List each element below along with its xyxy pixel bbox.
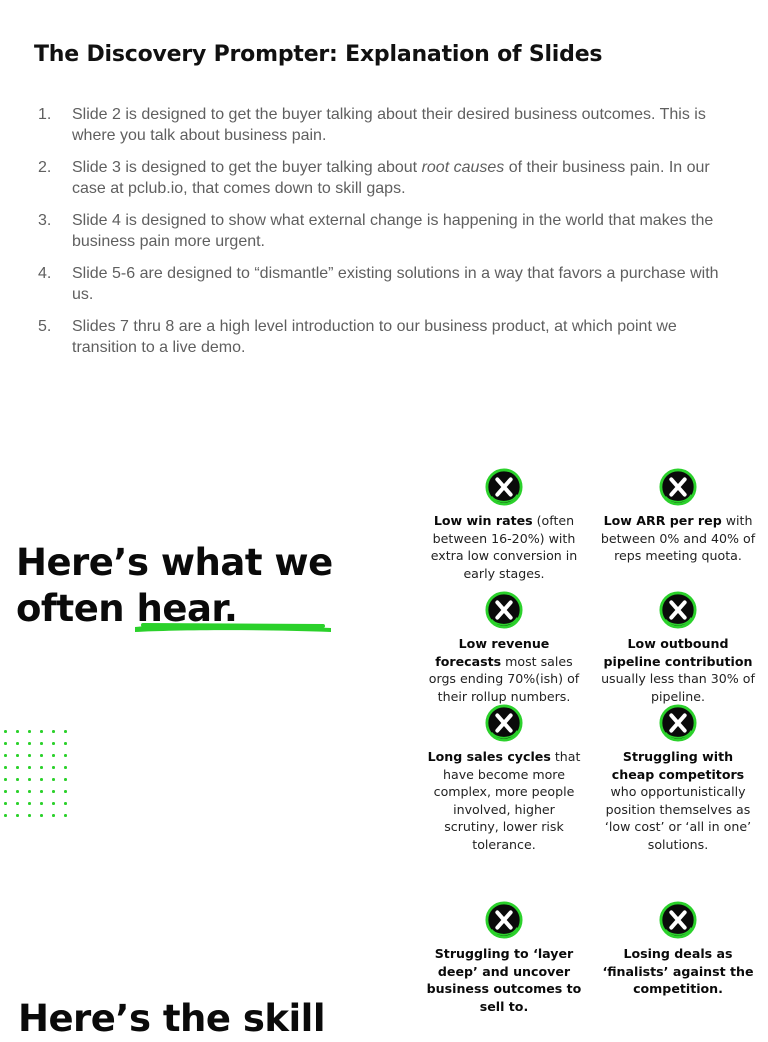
dot: [28, 814, 31, 817]
list-item-text: Slide 5-6 are designed to “dismantle” existing solutions in a way that favors a purchase with us.: [72, 265, 719, 303]
x-circle-icon: [485, 704, 523, 742]
x-circle-icon: [659, 468, 697, 506]
pain-point-card: [426, 704, 582, 854]
slides-explanation-list: [38, 104, 738, 369]
dot: [52, 730, 55, 733]
dot: [52, 790, 55, 793]
pain-point-text: Low outbound pipeline contribution usually less than 30% of pipeline.: [601, 636, 755, 704]
pain-point-card: [600, 704, 756, 854]
dot: [52, 754, 55, 757]
dot: [40, 754, 43, 757]
dot: [40, 778, 43, 781]
dot: [64, 790, 67, 793]
dot: [4, 742, 7, 745]
dot: [4, 802, 7, 805]
pain-point-text: Struggling with cheap competitors who opportunistically position themselves as ‘low cost’ or ‘all in one’ solutions.: [604, 749, 752, 852]
list-item-text: Slide 3 is designed to get the buyer talking about root causes of their business pain. In our case at pclub.io, that comes down to skill gaps.: [72, 159, 710, 197]
dot: [16, 742, 19, 745]
slide-headline: [16, 540, 333, 632]
dot: [28, 802, 31, 805]
dot: [4, 730, 7, 733]
dot: [64, 742, 67, 745]
list-item-number: 2.: [38, 159, 52, 176]
dot: [64, 814, 67, 817]
document-title: The Discovery Prompter: Explanation of Slides: [34, 42, 603, 67]
dot: [28, 742, 31, 745]
dot: [52, 742, 55, 745]
dot: [40, 790, 43, 793]
headline-highlight: hear.: [136, 587, 238, 630]
dot: [4, 766, 7, 769]
dot: [64, 766, 67, 769]
decorative-dot-grid: [4, 730, 76, 826]
x-circle-icon: [485, 901, 523, 939]
dot: [28, 790, 31, 793]
dot: [16, 790, 19, 793]
dot: [40, 742, 43, 745]
pain-point-card: [426, 591, 582, 705]
dot: [40, 730, 43, 733]
dot: [52, 814, 55, 817]
dot: [40, 766, 43, 769]
headline-line-2-pre: often: [16, 587, 137, 630]
pain-point-text: Long sales cycles that have become more complex, more people involved, higher scrutiny, lower risk tolerance.: [427, 749, 581, 852]
dot: [52, 766, 55, 769]
dot: [4, 778, 7, 781]
pain-point-card: [426, 468, 582, 582]
list-item: [38, 316, 738, 358]
list-item: [38, 157, 738, 199]
dot: [52, 802, 55, 805]
dot: [4, 790, 7, 793]
list-item-text: Slide 2 is designed to get the buyer talking about their desired business outcomes. This is where you talk about business pain.: [72, 106, 706, 144]
list-item: [38, 210, 738, 252]
pain-point-card: [600, 901, 756, 998]
dot: [64, 778, 67, 781]
pain-point-card: [426, 901, 582, 1015]
list-item-number: 4.: [38, 265, 52, 282]
pain-point-text: Low revenue forecasts most sales orgs ending 70%(ish) of their rollup numbers.: [428, 636, 580, 704]
pain-point-text: Struggling to ‘layer deep’ and uncover business outcomes to sell to.: [426, 946, 582, 1014]
dot: [28, 754, 31, 757]
dot: [28, 766, 31, 769]
dot: [40, 814, 43, 817]
x-circle-icon: [659, 901, 697, 939]
next-slide-headline: Here’s the skill: [18, 997, 326, 1040]
dot: [4, 814, 7, 817]
x-circle-icon: [485, 468, 523, 506]
pain-point-text: Low win rates (often between 16-20%) with extra low conversion in early stages.: [430, 513, 578, 581]
list-item: [38, 263, 738, 305]
list-item-text: Slides 7 thru 8 are a high level introduction to our business product, at which point we transition to a live demo.: [72, 318, 677, 356]
headline-line-1: Here’s what we: [16, 541, 333, 584]
list-item: [38, 104, 738, 146]
pain-point-card: [600, 468, 756, 565]
x-circle-icon: [485, 591, 523, 629]
dot: [52, 778, 55, 781]
dot: [16, 766, 19, 769]
dot: [16, 814, 19, 817]
pain-point-text: Low ARR per rep with between 0% and 40% of reps meeting quota.: [600, 513, 756, 564]
dot: [16, 730, 19, 733]
pain-point-text: Losing deals as ‘finalists’ against the competition.: [602, 946, 754, 997]
dot: [64, 754, 67, 757]
list-item-number: 3.: [38, 212, 52, 229]
list-item-text: Slide 4 is designed to show what external change is happening in the world that makes the business pain more urgent.: [72, 212, 714, 250]
dot: [16, 778, 19, 781]
x-circle-icon: [659, 591, 697, 629]
dot: [40, 802, 43, 805]
dot: [28, 730, 31, 733]
list-item-number: 1.: [38, 106, 52, 123]
x-circle-icon: [659, 704, 697, 742]
list-item-number: 5.: [38, 318, 52, 335]
dot: [16, 754, 19, 757]
dot: [4, 754, 7, 757]
dot: [16, 802, 19, 805]
dot: [64, 730, 67, 733]
dot: [64, 802, 67, 805]
pain-point-card: [600, 591, 756, 705]
dot: [28, 778, 31, 781]
